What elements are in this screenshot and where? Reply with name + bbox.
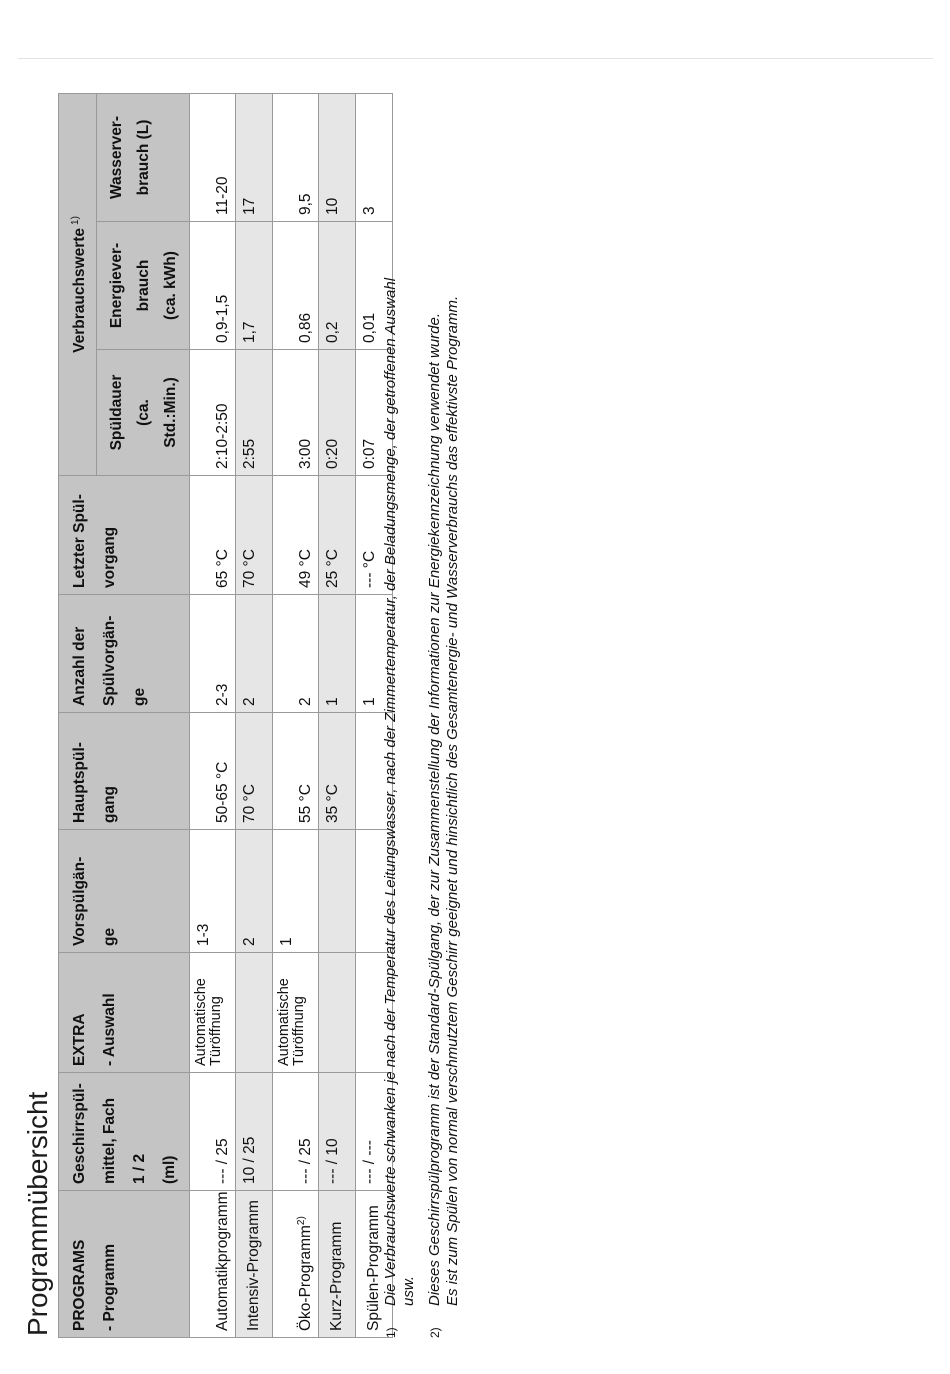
footnote-mark: 1) — [384, 1327, 398, 1338]
header-energy: Energiever- brauch (ca. kWh) — [96, 222, 189, 350]
footnote-line: Es ist zum Spülen von normal verschmutztem Geschirr geeignet und hinsichtlich des Gesamtenergie- und Wasserverbrauchs das effektivste Programm. — [444, 295, 461, 1306]
row-detergent: 10 / 25 — [236, 1073, 273, 1191]
row-prewash: 2 — [236, 830, 273, 953]
row-energy: 1,7 — [236, 222, 273, 350]
page-title: Programmübersicht — [22, 1091, 53, 1336]
row-mainwash: 50-65 °C — [190, 713, 236, 830]
row-energy: 0,9-1,5 — [190, 222, 236, 350]
row-lastrinse: 65 °C — [190, 476, 236, 595]
row-water: 3 — [356, 93, 393, 221]
footnote-2 — [426, 48, 462, 1338]
row-extra — [319, 953, 356, 1073]
row-water: 10 — [319, 93, 356, 221]
row-mainwash: 55 °C — [273, 713, 319, 830]
row-rinses: 1 — [356, 595, 393, 713]
row-extra: Automatische Türöffnung — [273, 953, 319, 1073]
row-program: Automatikprogramm — [214, 1191, 231, 1331]
footnote-line: Die Verbrauchswerte schwanken je nach der Temperatur des Leitungswasser, nach der Zimmertemperatur, der Beladungsmenge, der getroffenen Auswahl — [382, 277, 399, 1306]
row-lastrinse: --- °C — [356, 476, 393, 595]
row-lastrinse: 70 °C — [236, 476, 273, 595]
row-detergent: --- / 25 — [190, 1073, 236, 1191]
row-duration: 0:20 — [319, 350, 356, 476]
row-mainwash: 70 °C — [236, 713, 273, 830]
row-energy: 0,86 — [273, 222, 319, 350]
row-detergent: --- / --- — [356, 1073, 393, 1191]
row-program: Intensiv-Programm — [245, 1200, 263, 1331]
row-prewash — [319, 830, 356, 953]
footnote-1 — [382, 48, 418, 1338]
table-row — [319, 93, 356, 1337]
header-mainwash: Hauptspül- gang — [59, 713, 190, 830]
header-duration: Spüldauer (ca. Std.:Min.) — [96, 350, 189, 476]
row-rinses: 1 — [319, 595, 356, 713]
row-prewash: 1 — [273, 830, 319, 953]
row-energy: 0,2 — [319, 222, 356, 350]
row-rinses: 2 — [236, 595, 273, 713]
program-table — [58, 93, 393, 1338]
row-mainwash: 35 °C — [319, 713, 356, 830]
row-water: 11-20 — [190, 93, 236, 221]
row-program: Kurz-Programm — [328, 1221, 346, 1331]
header-detergent: Geschirrspül- mittel, Fach 1 / 2 (ml) — [59, 1073, 190, 1191]
row-duration: 2:10-2:50 — [190, 350, 236, 476]
row-extra: Automatische Türöffnung — [190, 953, 236, 1073]
header-row-1 — [59, 93, 97, 1337]
row-detergent: --- / 25 — [273, 1073, 319, 1191]
header-rinses: Anzahl der Spülvorgän- ge — [59, 595, 190, 713]
footnotes — [382, 48, 470, 1338]
header-consumption: Verbrauchswerte$^{1)}$ — [59, 93, 97, 475]
row-extra — [236, 953, 273, 1073]
header-prewash: Vorspülgän- ge — [59, 830, 190, 953]
footnote-mark: 2) — [428, 1327, 442, 1338]
row-rinses: 2-3 — [190, 595, 236, 713]
footnote-line: usw. — [400, 1275, 417, 1306]
table-row — [236, 93, 273, 1337]
header-lastrinse: Letzter Spül- vorgang — [59, 476, 190, 595]
header-program: PROGRAMS - Programm — [59, 1191, 190, 1338]
row-water: 17 — [236, 93, 273, 221]
row-rinses: 2 — [273, 595, 319, 713]
row-program: Öko-Programm — [297, 1225, 314, 1331]
row-duration: 2:55 — [236, 350, 273, 476]
row-detergent: --- / 10 — [319, 1073, 356, 1191]
row-lastrinse: 49 °C — [273, 476, 319, 595]
row-duration: 3:00 — [273, 350, 319, 476]
row-lastrinse: 25 °C — [319, 476, 356, 595]
table-row — [273, 93, 319, 1337]
footnote-ref-1: 1) — [70, 216, 81, 225]
footnote-ref-2: 2) — [295, 1216, 307, 1226]
row-energy: 0,01 — [356, 222, 393, 350]
header-water: Wasserver- brauch (L) — [96, 93, 189, 221]
row-water: 9,5 — [273, 93, 319, 221]
table-row — [190, 93, 236, 1337]
footnote-line: Dieses Geschirrspülprogramm ist der Standard-Spülgang, der zur Zusammenstellung der Informationen zur Energiekennzeichnung verwendet wurde. — [426, 312, 443, 1306]
row-duration: 0:07 — [356, 350, 393, 476]
row-prewash: 1-3 — [190, 830, 236, 953]
row-program: Spülen-Programm — [365, 1205, 383, 1331]
header-extra: EXTRA - Auswahl — [59, 953, 190, 1073]
